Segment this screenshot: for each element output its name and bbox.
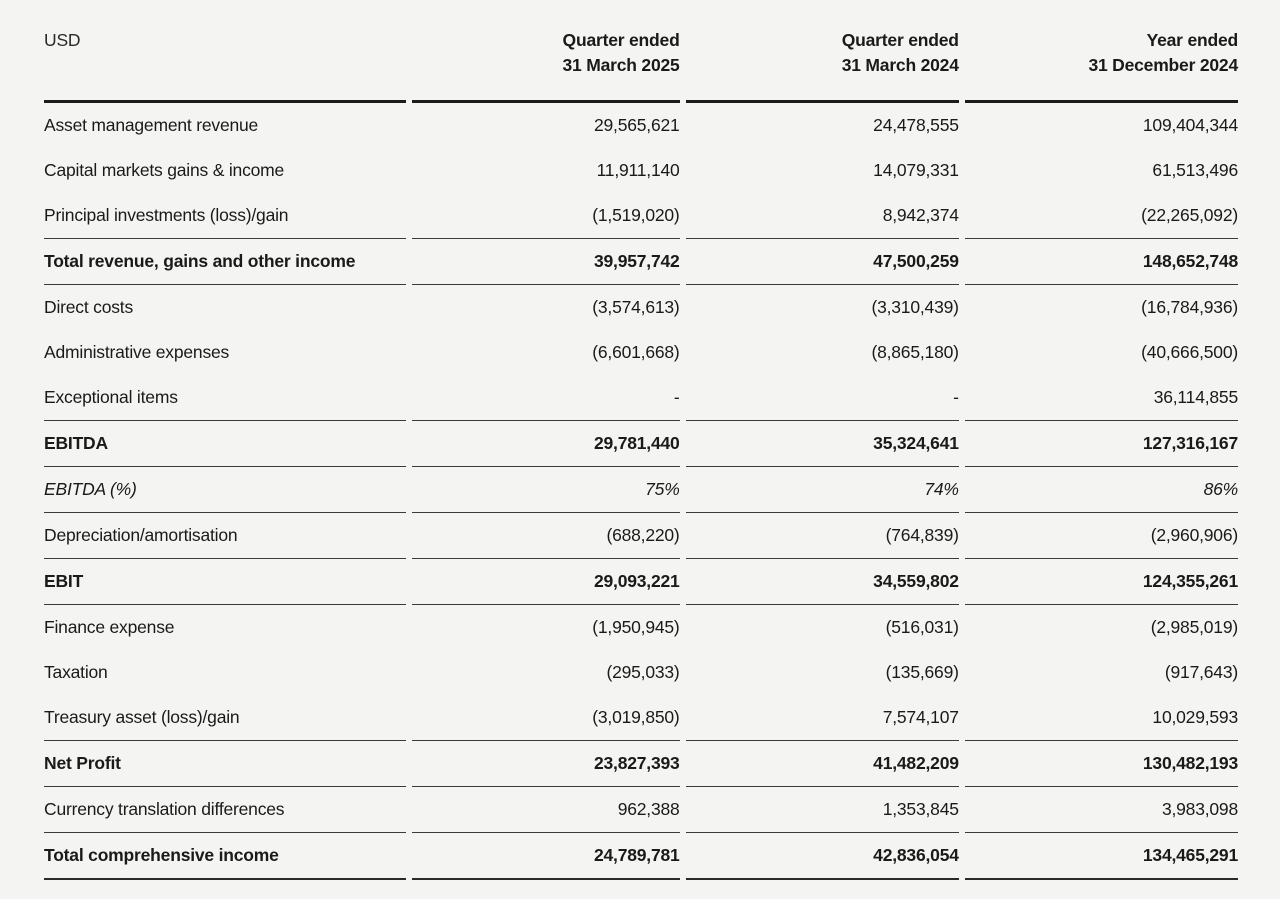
column-header-line2: 31 March 2024 — [841, 54, 959, 75]
row-value: (16,784,936) — [1141, 297, 1238, 317]
row-value: 109,404,344 — [1142, 115, 1238, 135]
column-header-line2: 31 March 2025 — [562, 54, 680, 75]
column-header-line1: Year ended — [1146, 30, 1238, 50]
row-value: 24,478,555 — [873, 115, 959, 135]
row-label: Total comprehensive income — [44, 833, 406, 880]
row-label: EBITDA (%) — [44, 467, 406, 513]
row-value: 3,983,098 — [965, 787, 1238, 833]
row-label: Depreciation/amortisation — [44, 513, 406, 559]
row-label: Asset management revenue — [44, 115, 259, 135]
row-value: 24,789,781 — [412, 833, 679, 880]
table-row — [44, 421, 1238, 467]
row-value: 29,093,221 — [412, 559, 679, 605]
row-value: 29,565,621 — [593, 115, 680, 135]
row-value: 1,353,845 — [686, 787, 959, 833]
row-label: Principal investments (loss)/gain — [44, 193, 406, 239]
row-value: (516,031) — [885, 617, 959, 637]
income-statement-table — [38, 18, 1244, 880]
column-header-line1: Quarter ended — [562, 30, 680, 50]
row-value: (1,519,020) — [412, 193, 679, 239]
table-row — [44, 285, 1238, 330]
row-value: 8,942,374 — [686, 193, 959, 239]
row-value: (2,960,906) — [965, 513, 1238, 559]
table-body — [44, 103, 1238, 880]
row-value: 962,388 — [412, 787, 679, 833]
row-value: 7,574,107 — [686, 695, 959, 741]
row-value: 11,911,140 — [596, 160, 680, 180]
row-value: (3,019,850) — [412, 695, 679, 741]
table-row — [44, 375, 1238, 421]
row-value: (3,574,613) — [592, 297, 680, 317]
row-label: Capital markets gains & income — [44, 160, 285, 180]
column-header-year-2024 — [965, 18, 1238, 103]
row-value: 86% — [965, 467, 1238, 513]
row-value: 29,781,440 — [412, 421, 679, 467]
table-header-row — [44, 18, 1238, 103]
row-value: 35,324,641 — [686, 421, 959, 467]
row-value: (2,985,019) — [1150, 617, 1238, 637]
row-value: 14,079,331 — [873, 160, 959, 180]
table-row — [44, 833, 1238, 880]
table-row — [44, 330, 1238, 375]
row-value: (40,666,500) — [1141, 342, 1238, 362]
table-row — [44, 103, 1238, 148]
row-label: Treasury asset (loss)/gain — [44, 695, 406, 741]
table-row — [44, 787, 1238, 833]
column-header-line2: 31 December 2024 — [1088, 54, 1238, 75]
row-value: 127,316,167 — [965, 421, 1238, 467]
row-label: Direct costs — [44, 297, 134, 317]
currency-label: USD — [44, 18, 406, 103]
table-row — [44, 695, 1238, 741]
row-value: (3,310,439) — [871, 297, 959, 317]
row-label: Total revenue, gains and other income — [44, 239, 406, 285]
table-row — [44, 650, 1238, 695]
table-row — [44, 559, 1238, 605]
table-row — [44, 467, 1238, 513]
row-label: Exceptional items — [44, 375, 406, 421]
row-value: 124,355,261 — [965, 559, 1238, 605]
row-value: - — [686, 375, 959, 421]
row-value: 61,513,496 — [1152, 160, 1238, 180]
row-value: 36,114,855 — [965, 375, 1238, 421]
row-value: (764,839) — [686, 513, 959, 559]
row-value: 42,836,054 — [686, 833, 959, 880]
row-label: Net Profit — [44, 741, 406, 787]
table-row — [44, 605, 1238, 650]
row-value: 39,957,742 — [412, 239, 679, 285]
table-row — [44, 148, 1238, 193]
column-header-quarter-2025 — [412, 18, 679, 103]
row-label: EBIT — [44, 559, 406, 605]
row-label: EBITDA — [44, 421, 406, 467]
row-label: Administrative expenses — [44, 342, 230, 362]
row-value: 41,482,209 — [686, 741, 959, 787]
table-row — [44, 193, 1238, 239]
row-value: (1,950,945) — [592, 617, 680, 637]
row-value: (688,220) — [412, 513, 679, 559]
row-value: 34,559,802 — [686, 559, 959, 605]
row-value: (22,265,092) — [965, 193, 1238, 239]
row-value: 148,652,748 — [965, 239, 1238, 285]
table-row — [44, 741, 1238, 787]
row-value: 130,482,193 — [965, 741, 1238, 787]
row-value: (6,601,668) — [592, 342, 680, 362]
row-value: 47,500,259 — [686, 239, 959, 285]
row-value: 10,029,593 — [965, 695, 1238, 741]
column-header-quarter-2024 — [686, 18, 959, 103]
row-value: 75% — [412, 467, 679, 513]
row-label: Taxation — [44, 662, 108, 682]
table-row — [44, 239, 1238, 285]
row-label: Finance expense — [44, 617, 175, 637]
column-header-line1: Quarter ended — [841, 30, 959, 50]
row-value: 74% — [686, 467, 959, 513]
row-value: (8,865,180) — [871, 342, 959, 362]
row-label: Currency translation differences — [44, 787, 406, 833]
row-value: - — [412, 375, 679, 421]
row-value: (295,033) — [606, 662, 680, 682]
row-value: 134,465,291 — [965, 833, 1238, 880]
row-value: 23,827,393 — [412, 741, 679, 787]
row-value: (135,669) — [885, 662, 959, 682]
row-value: (917,643) — [1164, 662, 1238, 682]
table-row — [44, 513, 1238, 559]
